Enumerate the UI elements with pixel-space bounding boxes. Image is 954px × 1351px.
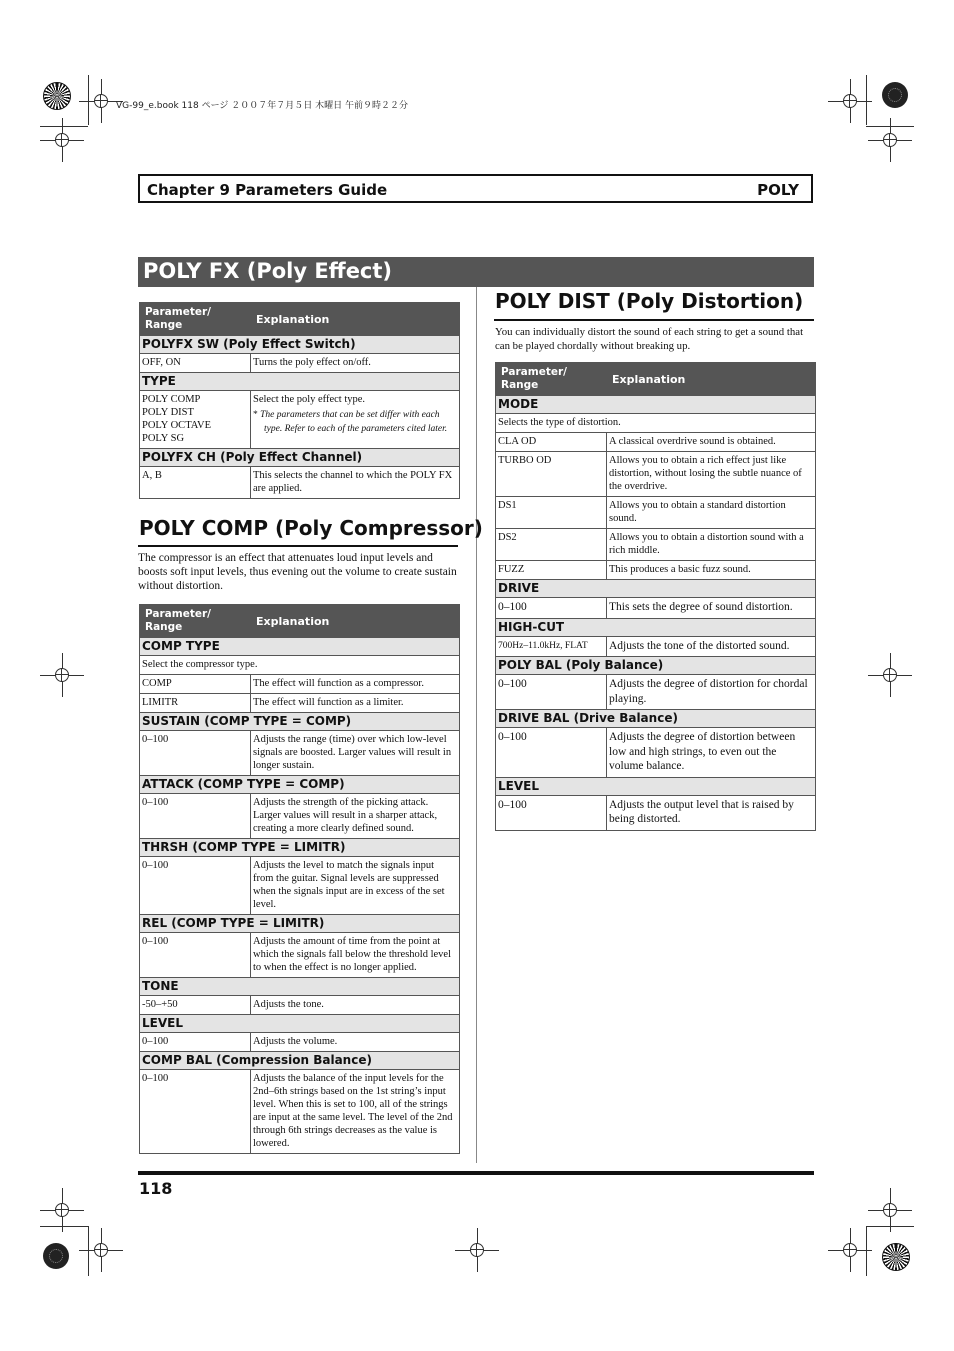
- parameter-name: POLY BAL (Poly Balance): [496, 657, 816, 675]
- polyfx-parameter-table: [139, 302, 460, 499]
- range-cell: OFF, ON: [140, 354, 251, 373]
- poly-dist-title: POLY DIST (Poly Distortion): [495, 289, 804, 313]
- parameter-group-row: [140, 776, 460, 794]
- explanation-text: Adjusts the volume.: [253, 1036, 338, 1047]
- explanation-cell: [607, 452, 816, 497]
- explanation-cell: [607, 561, 816, 580]
- range-value: POLY OCTAVE: [142, 420, 211, 431]
- poly-comp-title-rule: [138, 545, 458, 547]
- range-cell: CLA OD: [496, 433, 607, 452]
- explanation-cell: [607, 675, 816, 710]
- explanation-cell: [251, 391, 460, 449]
- parameter-name: TYPE: [140, 373, 460, 391]
- parameter-group-row: [140, 336, 460, 354]
- explanation-text: Adjusts the level to match the signals input from the guitar. Signal levels are suppressed when the signals input are in excess of the set level.: [253, 860, 445, 910]
- parameter-group-row: [140, 839, 460, 857]
- explanation-cell: [607, 497, 816, 529]
- explanation-cell: [251, 794, 460, 839]
- note-text: The parameters that can be set differ with each type. Refer to each of the parameters cited later.: [260, 410, 448, 434]
- poly-comp-title: POLY COMP (Poly Compressor): [139, 516, 483, 540]
- registration-burst-top-left: [43, 82, 71, 110]
- table-row: [140, 467, 460, 499]
- table-row: [140, 354, 460, 373]
- parameter-group-row: [496, 618, 816, 636]
- explanation-cell: [607, 795, 816, 830]
- explanation-cell: [251, 1033, 460, 1052]
- table-row: [140, 675, 460, 694]
- parameter-name: HIGH-CUT: [496, 618, 816, 636]
- range-cell: 700Hz–11.0kHz, FLAT: [496, 636, 607, 657]
- explanation-cell: [607, 598, 816, 619]
- parameter-name: LEVEL: [496, 777, 816, 795]
- range-cell: 0–100: [496, 675, 607, 710]
- explanation-text: This produces a basic fuzz sound.: [609, 564, 751, 575]
- explanation-cell: [251, 694, 460, 713]
- explanation-text: Turns the poly effect on/off.: [253, 357, 371, 368]
- parameter-group-row: [496, 580, 816, 598]
- explanation-text: Adjusts the degree of distortion for chordal playing.: [609, 678, 808, 705]
- registration-dot-top-right: [882, 82, 908, 108]
- crop-line: [88, 75, 89, 125]
- explanation-cell: [607, 433, 816, 452]
- parameter-name: COMP BAL (Compression Balance): [140, 1052, 460, 1070]
- explanation-cell: [251, 467, 460, 499]
- table-row: [496, 675, 816, 710]
- range-cell: TURBO OD: [496, 452, 607, 497]
- parameter-name: POLYFX SW (Poly Effect Switch): [140, 336, 460, 354]
- table-row: [140, 391, 460, 449]
- parameter-name: DRIVE BAL (Drive Balance): [496, 710, 816, 728]
- explanation-text: This selects the channel to which the POLY FX are applied.: [253, 470, 453, 494]
- range-cell: 0–100: [140, 794, 251, 839]
- crop-line: [866, 1226, 867, 1276]
- book-slug-line: VG-99_e.book 118 ページ ２００７年７月５日 木曜日 午前９時２２分: [116, 101, 408, 111]
- table-row: [496, 795, 816, 830]
- parameter-group-row: [140, 373, 460, 391]
- explanation-text: A classical overdrive sound is obtained.: [609, 436, 776, 447]
- chapter-header: [138, 174, 813, 203]
- table-row: [140, 1070, 460, 1154]
- registration-dot-bottom-left: [43, 1243, 69, 1269]
- footer-rule: [138, 1171, 814, 1175]
- table-row: [140, 1033, 460, 1052]
- parameter-description: Selects the type of distortion.: [496, 414, 816, 433]
- table-header-row: [496, 363, 816, 396]
- explanation-text: Adjusts the tone.: [253, 999, 324, 1010]
- parameter-description: Select the compressor type.: [140, 656, 460, 675]
- crop-line: [866, 1226, 914, 1227]
- table-row: [140, 857, 460, 915]
- parameter-name: LEVEL: [140, 1015, 460, 1033]
- table-row: [140, 794, 460, 839]
- range-cell: 0–100: [140, 857, 251, 915]
- table-row: [496, 529, 816, 561]
- parameter-group-row: [140, 713, 460, 731]
- explanation-text: The effect will function as a compressor.: [253, 678, 424, 689]
- range-cell: A, B: [140, 467, 251, 499]
- explanation-cell: [251, 1070, 460, 1154]
- explanation-cell: [251, 354, 460, 373]
- explanation-cell: [607, 529, 816, 561]
- range-cell: 0–100: [496, 598, 607, 619]
- explanation-cell: [251, 933, 460, 978]
- range-value: POLY DIST: [142, 407, 194, 418]
- poly-dist-title-rule: [494, 319, 814, 321]
- range-value: POLY SG: [142, 433, 185, 444]
- table-row: [496, 728, 816, 778]
- explanation-cell: [251, 731, 460, 776]
- section-band-title: POLY FX (Poly Effect): [143, 259, 393, 283]
- parameter-name: COMP TYPE: [140, 638, 460, 656]
- table-row: [140, 731, 460, 776]
- column-separator: [476, 287, 477, 1163]
- range-value: POLY COMP: [142, 394, 201, 405]
- parameter-name: SUSTAIN (COMP TYPE = COMP): [140, 713, 460, 731]
- range-cell: DS1: [496, 497, 607, 529]
- crop-line: [866, 126, 914, 127]
- range-cell: 0–100: [140, 933, 251, 978]
- table-header-row: [140, 605, 460, 638]
- parameter-group-row: [140, 1015, 460, 1033]
- explanation-text: The effect will function as a limiter.: [253, 697, 404, 708]
- parameter-group-row: [140, 915, 460, 933]
- crop-line: [866, 75, 867, 125]
- parameter-group-row: [496, 710, 816, 728]
- range-cell: 0–100: [496, 728, 607, 778]
- explanation-text: Adjusts the balance of the input levels for the 2nd–6th strings based on the 1st string’s input level. When this is set to 100, all of the strings are input at the same level. The level of the 2nd through 6th strings decreases as the value is lowered.: [253, 1073, 453, 1149]
- explanation-cell: [251, 857, 460, 915]
- range-cell: 0–100: [140, 1070, 251, 1154]
- parameter-name: REL (COMP TYPE = LIMITR): [140, 915, 460, 933]
- parameter-group-row: [140, 978, 460, 996]
- table-row: [496, 561, 816, 580]
- explanation-text: Allows you to obtain a rich effect just like distortion, without losing the subtle nuance of the overdrive.: [609, 455, 802, 492]
- table-row: [140, 694, 460, 713]
- range-cell: -50–+50: [140, 996, 251, 1015]
- parameter-group-row: [496, 777, 816, 795]
- table-row: [140, 933, 460, 978]
- explanation-text: Adjusts the amount of time from the point at which the signals fall below the threshold level to when the effect is no longer applied.: [253, 936, 451, 973]
- chapter-title: Chapter 9 Parameters Guide: [147, 181, 388, 199]
- poly-comp-intro: The compressor is an effect that attenuates loud input levels and boosts soft input levels, thus evening out the volume to create sustain without distortion.: [138, 552, 457, 592]
- range-cell: 0–100: [140, 1033, 251, 1052]
- table-row: [496, 598, 816, 619]
- parameter-name: TONE: [140, 978, 460, 996]
- explanation-text: Select the poly effect type.: [253, 394, 366, 405]
- parameter-group-row: [140, 449, 460, 467]
- explanation-cell: [251, 996, 460, 1015]
- explanation-text: Adjusts the range (time) over which low-level signals are boosted. Larger values will result in longer sustain.: [253, 734, 452, 771]
- range-cell: LIMITR: [140, 694, 251, 713]
- header-parameter-range: Parameter/ Range: [140, 605, 251, 638]
- header-explanation: Explanation: [251, 605, 460, 638]
- poly-dist-parameter-table: [495, 362, 816, 831]
- parameter-group-row: [496, 396, 816, 414]
- explanation-text: Allows you to obtain a standard distortion sound.: [609, 500, 786, 524]
- range-cell: FUZZ: [496, 561, 607, 580]
- explanation-text: Adjusts the output level that is raised by being distorted.: [609, 798, 794, 825]
- explanation-text: Adjusts the strength of the picking attack. Larger values will result in a sharper attack, creating a more clearly defined sound.: [253, 797, 438, 834]
- table-header-row: [140, 303, 460, 336]
- table-row: [496, 452, 816, 497]
- header-explanation: Explanation: [251, 303, 460, 336]
- range-cell: DS2: [496, 529, 607, 561]
- explanation-cell: [251, 675, 460, 694]
- parameter-group-row: [140, 1052, 460, 1070]
- range-cell: [140, 391, 251, 449]
- section-label: POLY: [757, 181, 799, 199]
- header-explanation: Explanation: [607, 363, 816, 396]
- poly-comp-parameter-table: [139, 604, 460, 1154]
- parameter-description-row: [496, 414, 816, 433]
- parameter-group-row: [140, 638, 460, 656]
- explanation-cell: [607, 728, 816, 778]
- parameter-name: POLYFX CH (Poly Effect Channel): [140, 449, 460, 467]
- header-parameter-range: Parameter/ Range: [140, 303, 251, 336]
- table-row: [140, 996, 460, 1015]
- explanation-text: This sets the degree of sound distortion.: [609, 601, 793, 613]
- parameter-name: ATTACK (COMP TYPE = COMP): [140, 776, 460, 794]
- crop-line: [40, 126, 88, 127]
- range-cell: 0–100: [140, 731, 251, 776]
- table-row: [496, 636, 816, 657]
- table-row: [496, 497, 816, 529]
- explanation-cell: [607, 636, 816, 657]
- explanation-note: [253, 408, 457, 436]
- crop-line: [88, 1226, 89, 1276]
- parameter-name: DRIVE: [496, 580, 816, 598]
- parameter-group-row: [496, 657, 816, 675]
- section-band: [138, 257, 814, 287]
- parameter-name: MODE: [496, 396, 816, 414]
- crop-line: [40, 1226, 88, 1227]
- explanation-text: Allows you to obtain a distortion sound with a rich middle.: [609, 532, 804, 556]
- asterisk-icon: *: [253, 410, 261, 420]
- poly-dist-intro: You can individually distort the sound of each string to get a sound that can be played chordally without breaking up.: [495, 326, 804, 352]
- explanation-text: Adjusts the tone of the distorted sound.: [609, 639, 790, 652]
- header-parameter-range: Parameter/ Range: [496, 363, 607, 396]
- registration-burst-bottom-right: [882, 1243, 910, 1271]
- range-cell: 0–100: [496, 795, 607, 830]
- range-cell: COMP: [140, 675, 251, 694]
- parameter-description-row: [140, 656, 460, 675]
- table-row: [496, 433, 816, 452]
- parameter-name: THRSH (COMP TYPE = LIMITR): [140, 839, 460, 857]
- page-number: 118: [139, 1179, 173, 1198]
- explanation-text: Adjusts the degree of distortion between low and high strings, to even out the volume balance.: [609, 731, 796, 772]
